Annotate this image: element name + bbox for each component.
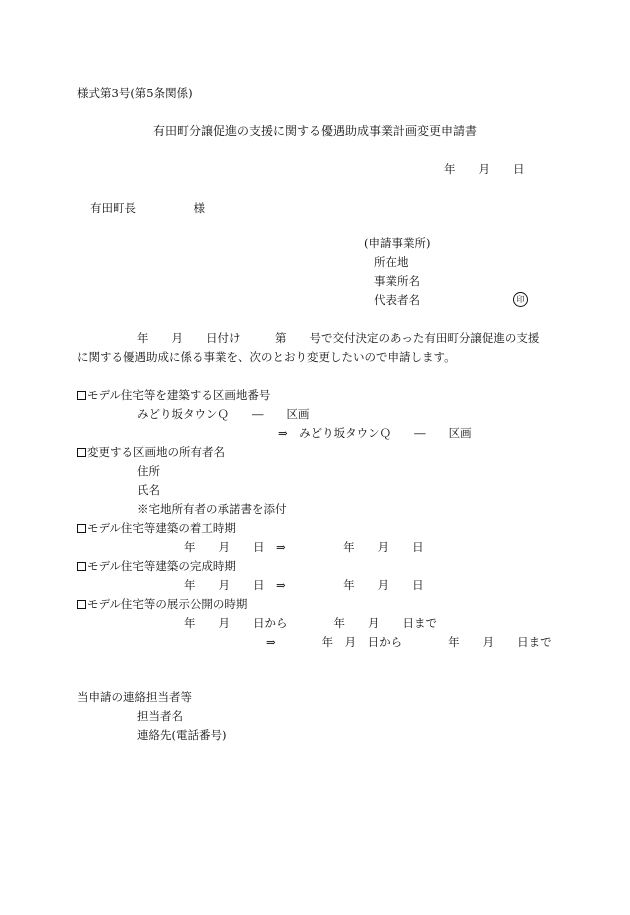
complete-change-item xyxy=(77,559,236,573)
complete-change-label: モデル住宅等建築の完成時期 xyxy=(87,559,236,573)
owner-address-label: 住所 xyxy=(137,464,160,478)
body-line-2: に関する優遇助成に係る事業を、次のとおり変更したいので申請します。 xyxy=(77,350,456,364)
contact-phone-label: 連絡先(電話番号) xyxy=(137,728,227,742)
checkbox-icon[interactable] xyxy=(77,562,86,571)
contact-header: 当申請の連絡担当者等 xyxy=(77,690,192,704)
exhibit-change-label: モデル住宅等の展示公開の時期 xyxy=(87,597,248,611)
applicant-rep-label: 代表者名 xyxy=(374,293,420,307)
date-line: 年 月 日 xyxy=(444,162,525,176)
owner-change-item xyxy=(77,445,225,459)
exhibit-date-line-2: ⇒ 年 月 日から 年 月 日まで xyxy=(266,635,552,649)
checkbox-icon[interactable] xyxy=(77,448,86,457)
body-line-1: 年 月 日付け 第 号で交付決定のあった有田町分譲促進の支援 xyxy=(137,331,540,345)
checkbox-icon[interactable] xyxy=(77,524,86,533)
exhibit-date-line-1: 年 月 日から 年 月 日まで xyxy=(184,616,437,630)
form-number: 様式第3号(第5条関係) xyxy=(77,86,193,100)
complete-date-line: 年 月 日 ⇒ 年 月 日 xyxy=(184,578,424,592)
contact-person-label: 担当者名 xyxy=(137,709,183,723)
lot-change-item xyxy=(77,388,270,402)
applicant-office-label: 事業所名 xyxy=(374,274,420,288)
owner-name-label: 氏名 xyxy=(137,483,160,497)
applicant-header: (申請事業所) xyxy=(364,236,431,250)
exhibit-change-item xyxy=(77,597,247,611)
lot-to: ⇒ みどり坂タウンＱ ― 区画 xyxy=(278,426,472,440)
document-title: 有田町分譲促進の支援に関する優遇助成事業計画変更申請書 xyxy=(153,124,478,138)
addressee: 有田町長 様 xyxy=(90,201,205,215)
applicant-address-label: 所在地 xyxy=(374,255,409,269)
owner-change-label: 変更する区画地の所有者名 xyxy=(87,445,225,459)
start-date-line: 年 月 日 ⇒ 年 月 日 xyxy=(184,540,424,554)
checkbox-icon[interactable] xyxy=(77,600,86,609)
seal-mark: 印 xyxy=(513,292,528,307)
owner-note: ※宅地所有者の承諾書を添付 xyxy=(137,502,287,516)
start-change-label: モデル住宅等建築の着工時期 xyxy=(87,521,236,535)
checkbox-icon[interactable] xyxy=(77,391,86,400)
start-change-item xyxy=(77,521,236,535)
lot-change-label: モデル住宅等を建築する区画地番号 xyxy=(87,388,271,402)
lot-from: みどり坂タウンＱ ― 区画 xyxy=(137,407,310,421)
